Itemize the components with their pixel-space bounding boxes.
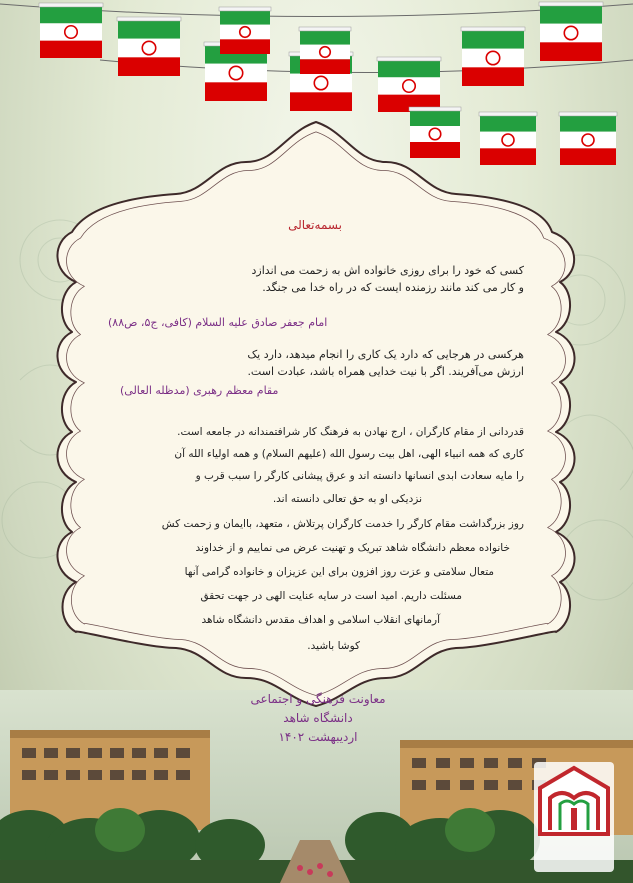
quote-line: ارزش می‌آفریند. اگر با نیت خدایی همراه باشد، عبادت است. bbox=[247, 365, 524, 378]
quote-line: کسی که خود را برای روزی خانواده اش به زحمت می اندازد bbox=[251, 264, 524, 277]
bismillah-heading: بسمه‌تعالی bbox=[288, 218, 342, 232]
quote-line: و کار می کند مانند رزمنده ایست که در راه خدا می جنگد. bbox=[262, 281, 524, 294]
quote-line: هرکسی در هرجایی که دارد یک کاری را انجام میدهد، دارد یک bbox=[247, 348, 524, 361]
signature-university: دانشگاه شاهد bbox=[283, 711, 353, 725]
body-line: مسئلت داریم. امید است در سایه عنایت الهی در جهت تحقق bbox=[200, 590, 462, 602]
body-line: را مایه سعادت ابدی انسانها دانسته اند و عرق پیشانی کارگر را سبب قرب و bbox=[195, 470, 524, 482]
body-line: آرمانهای انقلاب اسلامی و اهداف مقدس دانشگاه شاهد bbox=[201, 614, 440, 626]
signature-dept: معاونت فرهنگی و اجتماعی bbox=[250, 692, 386, 706]
body-line: کاری که همه انبیاء الهی، اهل بیت رسول الله (علیهم السلام) و همه اولیاء الله آن bbox=[174, 448, 524, 460]
university-logo bbox=[534, 762, 614, 872]
quote-attribution: امام جعفر صادق علیه السلام (کافی، ج۵، ص۸۸) bbox=[108, 316, 328, 329]
signature-block bbox=[208, 690, 428, 747]
body-line: نزدیکی او به حق تعالی دانسته اند. bbox=[272, 493, 422, 505]
quote-attribution: مقام معظم رهبری (مدظله العالی) bbox=[120, 384, 279, 397]
signature-date: اردیبهشت ۱۴۰۲ bbox=[278, 730, 358, 744]
quote-imam-sadiq bbox=[124, 262, 524, 296]
body-line: خانواده معظم دانشگاه شاهد تبریک و تهنیت عرض می نماییم و از خداوند bbox=[195, 542, 510, 554]
body-line: روز بزرگداشت مقام کارگر را خدمت کارگران پرتلاش ، متعهد، باایمان و زحمت کش bbox=[161, 518, 524, 530]
body-line: متعال سلامتی و عزت روز افزون برای این عزیزان و خانواده گرامی آنها bbox=[184, 566, 494, 578]
message-content bbox=[80, 210, 550, 680]
body-line: قدردانی از مقام کارگران ، ارج نهادن به فرهنگ کار شرافتمندانه در جامعه است. bbox=[177, 426, 524, 438]
body-line: کوشا باشید. bbox=[307, 640, 360, 652]
quote-leader bbox=[124, 346, 524, 380]
